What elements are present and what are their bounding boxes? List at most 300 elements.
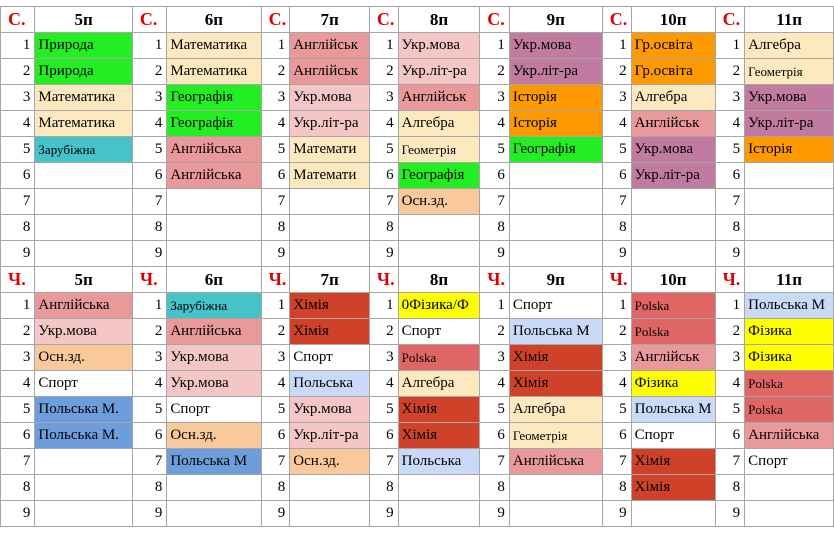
subject-cell: Польська М. xyxy=(35,423,132,449)
lesson-number: 8 xyxy=(369,215,398,241)
subject-cell: Polska xyxy=(398,345,480,371)
lesson-number: 4 xyxy=(261,371,290,397)
class-header: 9п xyxy=(509,267,602,293)
lesson-number: 3 xyxy=(261,345,290,371)
lesson-row xyxy=(1,397,834,423)
lesson-number: 7 xyxy=(132,449,166,475)
subject-cell xyxy=(35,163,132,189)
day-label: Ч. xyxy=(715,267,745,293)
subject-cell xyxy=(509,215,602,241)
lesson-number: 1 xyxy=(715,293,745,319)
lesson-number: 3 xyxy=(480,85,510,111)
day-label: С. xyxy=(1,7,35,33)
subject-cell: Природа xyxy=(35,33,132,59)
lesson-number: 2 xyxy=(132,319,166,345)
subject-cell xyxy=(35,215,132,241)
subject-cell: Укр.мова xyxy=(745,85,834,111)
lesson-number: 2 xyxy=(602,59,631,85)
lesson-row xyxy=(1,423,834,449)
subject-cell: Англійська xyxy=(745,423,834,449)
lesson-row xyxy=(1,319,834,345)
subject-cell xyxy=(631,501,715,527)
lesson-number: 5 xyxy=(480,397,510,423)
day-label: Ч. xyxy=(261,267,290,293)
subject-cell xyxy=(290,475,370,501)
subject-cell: Укр.мова xyxy=(398,33,480,59)
lesson-number: 3 xyxy=(261,85,290,111)
lesson-number: 2 xyxy=(261,319,290,345)
subject-cell: Англійська xyxy=(167,163,261,189)
subject-cell: Зарубіжна xyxy=(167,293,261,319)
subject-cell: Історія xyxy=(745,137,834,163)
lesson-number: 7 xyxy=(369,449,398,475)
lesson-number: 3 xyxy=(715,345,745,371)
subject-cell: Спорт xyxy=(745,449,834,475)
subject-cell: Фізика xyxy=(631,371,715,397)
class-header: 7п xyxy=(290,267,370,293)
lesson-number: 2 xyxy=(132,59,166,85)
lesson-row xyxy=(1,475,834,501)
lesson-number: 3 xyxy=(369,345,398,371)
subject-cell: Укр.літ-ра xyxy=(290,423,370,449)
lesson-number: 5 xyxy=(602,137,631,163)
subject-cell: Хімія xyxy=(290,319,370,345)
subject-cell: Англійська xyxy=(167,319,261,345)
lesson-number: 3 xyxy=(132,345,166,371)
lesson-number: 7 xyxy=(715,189,745,215)
subject-cell: Математика xyxy=(35,111,132,137)
subject-cell xyxy=(745,189,834,215)
lesson-number: 1 xyxy=(602,33,631,59)
class-header: 5п xyxy=(35,7,132,33)
subject-cell: Укр.літ-ра xyxy=(509,59,602,85)
subject-cell: Польська М. xyxy=(35,397,132,423)
subject-cell: Англійська xyxy=(167,137,261,163)
subject-cell: Природа xyxy=(35,59,132,85)
subject-cell: Осн.зд. xyxy=(290,449,370,475)
subject-cell xyxy=(631,241,715,267)
lesson-number: 6 xyxy=(369,423,398,449)
subject-cell xyxy=(398,501,480,527)
subject-cell xyxy=(745,501,834,527)
subject-cell xyxy=(509,475,602,501)
subject-cell: Хімія xyxy=(290,293,370,319)
lesson-number: 7 xyxy=(480,449,510,475)
lesson-number: 4 xyxy=(132,111,166,137)
subject-cell: Укр.мова xyxy=(290,85,370,111)
subject-cell xyxy=(398,475,480,501)
lesson-number: 1 xyxy=(480,33,510,59)
lesson-number: 9 xyxy=(602,501,631,527)
lesson-number: 9 xyxy=(602,241,631,267)
class-header: 9п xyxy=(509,7,602,33)
lesson-number: 3 xyxy=(602,85,631,111)
lesson-number: 7 xyxy=(261,189,290,215)
lesson-row xyxy=(1,111,834,137)
lesson-number: 1 xyxy=(715,33,745,59)
day-header-row xyxy=(1,7,834,33)
class-header: 7п xyxy=(290,7,370,33)
subject-cell: Спорт xyxy=(167,397,261,423)
day-label: Ч. xyxy=(132,267,166,293)
subject-cell: Осн.зд. xyxy=(398,189,480,215)
lesson-number: 6 xyxy=(261,423,290,449)
lesson-number: 4 xyxy=(715,111,745,137)
subject-cell xyxy=(509,189,602,215)
subject-cell: Polska xyxy=(631,293,715,319)
lesson-number: 9 xyxy=(261,241,290,267)
subject-cell: Polska xyxy=(631,319,715,345)
subject-cell: Укр.літ-ра xyxy=(745,111,834,137)
subject-cell: Англійська xyxy=(35,293,132,319)
subject-cell: Спорт xyxy=(35,371,132,397)
lesson-number: 7 xyxy=(1,189,35,215)
lesson-number: 6 xyxy=(715,423,745,449)
subject-cell xyxy=(35,501,132,527)
lesson-number: 9 xyxy=(369,501,398,527)
lesson-number: 1 xyxy=(1,293,35,319)
lesson-number: 3 xyxy=(1,345,35,371)
subject-cell: Математи xyxy=(290,137,370,163)
schedule-body xyxy=(1,7,834,527)
subject-cell: Хімія xyxy=(509,371,602,397)
lesson-number: 4 xyxy=(602,111,631,137)
day-label: Ч. xyxy=(369,267,398,293)
lesson-number: 9 xyxy=(132,501,166,527)
subject-cell: Хімія xyxy=(631,449,715,475)
lesson-number: 1 xyxy=(132,293,166,319)
subject-cell xyxy=(509,241,602,267)
subject-cell xyxy=(167,189,261,215)
day-label: С. xyxy=(369,7,398,33)
lesson-number: 5 xyxy=(715,397,745,423)
subject-cell: Спорт xyxy=(631,423,715,449)
subject-cell: Алгебра xyxy=(631,85,715,111)
lesson-number: 2 xyxy=(1,59,35,85)
subject-cell xyxy=(167,475,261,501)
lesson-number: 5 xyxy=(132,397,166,423)
subject-cell: Англійськ xyxy=(290,59,370,85)
subject-cell: Алгебра xyxy=(398,111,480,137)
lesson-number: 5 xyxy=(261,137,290,163)
lesson-number: 9 xyxy=(132,241,166,267)
lesson-number: 2 xyxy=(715,319,745,345)
subject-cell: 0Фізика/Ф xyxy=(398,293,480,319)
lesson-number: 3 xyxy=(602,345,631,371)
class-header: 10п xyxy=(631,7,715,33)
subject-cell: Укр.мова xyxy=(167,345,261,371)
lesson-number: 8 xyxy=(132,475,166,501)
subject-cell xyxy=(509,501,602,527)
lesson-number: 4 xyxy=(480,111,510,137)
lesson-number: 6 xyxy=(132,423,166,449)
subject-cell: Осн.зд. xyxy=(35,345,132,371)
subject-cell xyxy=(35,475,132,501)
day-label: С. xyxy=(480,7,510,33)
subject-cell xyxy=(35,241,132,267)
class-header: 8п xyxy=(398,267,480,293)
lesson-row xyxy=(1,189,834,215)
class-header: 6п xyxy=(167,267,261,293)
subject-cell: Укр.літ-ра xyxy=(631,163,715,189)
lesson-number: 7 xyxy=(1,449,35,475)
subject-cell: Польська М xyxy=(167,449,261,475)
subject-cell: Укр.мова xyxy=(509,33,602,59)
subject-cell: Алгебра xyxy=(398,371,480,397)
subject-cell: Polska xyxy=(745,371,834,397)
lesson-number: 6 xyxy=(715,163,745,189)
lesson-number: 4 xyxy=(261,111,290,137)
subject-cell: Гр.освіта xyxy=(631,33,715,59)
lesson-number: 2 xyxy=(715,59,745,85)
lesson-number: 3 xyxy=(132,85,166,111)
lesson-row xyxy=(1,449,834,475)
lesson-number: 4 xyxy=(1,371,35,397)
lesson-number: 8 xyxy=(602,475,631,501)
lesson-number: 4 xyxy=(480,371,510,397)
subject-cell xyxy=(631,215,715,241)
subject-cell: Геометрія xyxy=(509,423,602,449)
lesson-number: 6 xyxy=(480,423,510,449)
lesson-number: 2 xyxy=(602,319,631,345)
lesson-number: 7 xyxy=(480,189,510,215)
lesson-number: 1 xyxy=(1,33,35,59)
subject-cell: Спорт xyxy=(398,319,480,345)
lesson-row xyxy=(1,345,834,371)
subject-cell: Математика xyxy=(35,85,132,111)
lesson-number: 8 xyxy=(261,475,290,501)
subject-cell: Англійська xyxy=(509,449,602,475)
lesson-number: 5 xyxy=(602,397,631,423)
lesson-number: 8 xyxy=(1,215,35,241)
class-header: 8п xyxy=(398,7,480,33)
lesson-number: 5 xyxy=(261,397,290,423)
lesson-row xyxy=(1,293,834,319)
lesson-row xyxy=(1,501,834,527)
subject-cell: Хімія xyxy=(509,345,602,371)
lesson-number: 8 xyxy=(602,215,631,241)
lesson-number: 9 xyxy=(1,501,35,527)
subject-cell: Математи xyxy=(290,163,370,189)
lesson-row xyxy=(1,215,834,241)
day-label: С. xyxy=(261,7,290,33)
subject-cell: Алгебра xyxy=(745,33,834,59)
lesson-number: 7 xyxy=(369,189,398,215)
subject-cell: Географія xyxy=(167,85,261,111)
class-header: 11п xyxy=(745,7,834,33)
subject-cell xyxy=(745,163,834,189)
lesson-number: 5 xyxy=(1,137,35,163)
lesson-number: 6 xyxy=(369,163,398,189)
subject-cell: Спорт xyxy=(509,293,602,319)
subject-cell: Фізика xyxy=(745,345,834,371)
subject-cell: Укр.літ-ра xyxy=(290,111,370,137)
lesson-number: 1 xyxy=(480,293,510,319)
subject-cell xyxy=(745,215,834,241)
subject-cell: Англійськ xyxy=(290,33,370,59)
lesson-number: 8 xyxy=(1,475,35,501)
lesson-number: 6 xyxy=(1,423,35,449)
day-label: С. xyxy=(602,7,631,33)
lesson-number: 1 xyxy=(261,293,290,319)
lesson-number: 2 xyxy=(480,319,510,345)
subject-cell xyxy=(398,215,480,241)
lesson-number: 7 xyxy=(132,189,166,215)
lesson-number: 5 xyxy=(369,137,398,163)
lesson-number: 7 xyxy=(602,189,631,215)
subject-cell: Географія xyxy=(509,137,602,163)
subject-cell: Англійськ xyxy=(398,85,480,111)
lesson-number: 6 xyxy=(480,163,510,189)
subject-cell xyxy=(745,475,834,501)
lesson-number: 1 xyxy=(602,293,631,319)
subject-cell: Укр.мова xyxy=(35,319,132,345)
subject-cell: Історія xyxy=(509,85,602,111)
subject-cell: Зарубіжна xyxy=(35,137,132,163)
subject-cell: Історія xyxy=(509,111,602,137)
subject-cell xyxy=(167,215,261,241)
lesson-number: 8 xyxy=(369,475,398,501)
lesson-row xyxy=(1,371,834,397)
subject-cell xyxy=(290,189,370,215)
lesson-number: 3 xyxy=(480,345,510,371)
lesson-number: 2 xyxy=(369,59,398,85)
subject-cell: Фізика xyxy=(745,319,834,345)
subject-cell: Укр.літ-ра xyxy=(398,59,480,85)
lesson-row xyxy=(1,137,834,163)
class-header: 5п xyxy=(35,267,132,293)
subject-cell xyxy=(290,501,370,527)
subject-cell: Осн.зд. xyxy=(167,423,261,449)
day-label: С. xyxy=(715,7,745,33)
lesson-row xyxy=(1,241,834,267)
subject-cell xyxy=(35,189,132,215)
lesson-number: 9 xyxy=(261,501,290,527)
lesson-number: 7 xyxy=(715,449,745,475)
lesson-number: 9 xyxy=(715,241,745,267)
lesson-number: 4 xyxy=(1,111,35,137)
lesson-number: 9 xyxy=(715,501,745,527)
subject-cell: Хімія xyxy=(631,475,715,501)
lesson-number: 9 xyxy=(480,501,510,527)
subject-cell: Укр.мова xyxy=(167,371,261,397)
day-label: Ч. xyxy=(1,267,35,293)
lesson-number: 4 xyxy=(602,371,631,397)
lesson-number: 6 xyxy=(261,163,290,189)
lesson-number: 4 xyxy=(132,371,166,397)
lesson-number: 2 xyxy=(369,319,398,345)
subject-cell xyxy=(167,241,261,267)
lesson-row xyxy=(1,59,834,85)
lesson-number: 5 xyxy=(715,137,745,163)
lesson-number: 5 xyxy=(1,397,35,423)
subject-cell: Геометрія xyxy=(398,137,480,163)
lesson-number: 3 xyxy=(715,85,745,111)
lesson-number: 1 xyxy=(132,33,166,59)
subject-cell: Польська М xyxy=(631,397,715,423)
subject-cell: Польська xyxy=(398,449,480,475)
subject-cell: Геометрія xyxy=(745,59,834,85)
subject-cell: Спорт xyxy=(290,345,370,371)
lesson-number: 5 xyxy=(132,137,166,163)
lesson-number: 4 xyxy=(369,111,398,137)
lesson-number: 1 xyxy=(369,293,398,319)
lesson-number: 7 xyxy=(602,449,631,475)
subject-cell xyxy=(631,189,715,215)
subject-cell: Англійськ xyxy=(631,345,715,371)
lesson-number: 6 xyxy=(602,423,631,449)
subject-cell xyxy=(290,215,370,241)
lesson-number: 6 xyxy=(602,163,631,189)
lesson-number: 4 xyxy=(715,371,745,397)
subject-cell: Польська М xyxy=(509,319,602,345)
day-label: Ч. xyxy=(480,267,510,293)
subject-cell xyxy=(509,163,602,189)
lesson-number: 6 xyxy=(132,163,166,189)
lesson-number: 2 xyxy=(261,59,290,85)
lesson-number: 4 xyxy=(369,371,398,397)
lesson-row xyxy=(1,163,834,189)
lesson-number: 8 xyxy=(480,475,510,501)
subject-cell: Англійськ xyxy=(631,111,715,137)
lesson-number: 5 xyxy=(369,397,398,423)
lesson-number: 6 xyxy=(1,163,35,189)
subject-cell: Хімія xyxy=(398,397,480,423)
subject-cell: Математика xyxy=(167,59,261,85)
lesson-number: 9 xyxy=(369,241,398,267)
lesson-number: 7 xyxy=(261,449,290,475)
subject-cell: Математика xyxy=(167,33,261,59)
lesson-number: 1 xyxy=(261,33,290,59)
subject-cell xyxy=(398,241,480,267)
subject-cell xyxy=(35,449,132,475)
subject-cell: Polska xyxy=(745,397,834,423)
class-header: 6п xyxy=(167,7,261,33)
lesson-number: 5 xyxy=(480,137,510,163)
subject-cell: Укр.мова xyxy=(631,137,715,163)
subject-cell: Географія xyxy=(398,163,480,189)
lesson-row xyxy=(1,85,834,111)
subject-cell: Польська М xyxy=(745,293,834,319)
subject-cell: Хімія xyxy=(398,423,480,449)
lesson-number: 9 xyxy=(480,241,510,267)
lesson-number: 3 xyxy=(1,85,35,111)
lesson-number: 2 xyxy=(1,319,35,345)
lesson-number: 9 xyxy=(1,241,35,267)
class-header: 11п xyxy=(745,267,834,293)
subject-cell: Географія xyxy=(167,111,261,137)
lesson-number: 8 xyxy=(132,215,166,241)
schedule-table xyxy=(0,6,834,527)
lesson-number: 8 xyxy=(480,215,510,241)
lesson-number: 8 xyxy=(715,475,745,501)
lesson-number: 3 xyxy=(369,85,398,111)
subject-cell: Польська xyxy=(290,371,370,397)
class-header: 10п xyxy=(631,267,715,293)
subject-cell xyxy=(745,241,834,267)
lesson-number: 8 xyxy=(261,215,290,241)
lesson-row xyxy=(1,33,834,59)
subject-cell xyxy=(167,501,261,527)
day-label: Ч. xyxy=(602,267,631,293)
lesson-number: 1 xyxy=(369,33,398,59)
subject-cell: Алгебра xyxy=(509,397,602,423)
day-label: С. xyxy=(132,7,166,33)
subject-cell: Гр.освіта xyxy=(631,59,715,85)
lesson-number: 2 xyxy=(480,59,510,85)
day-header-row xyxy=(1,267,834,293)
lesson-number: 8 xyxy=(715,215,745,241)
